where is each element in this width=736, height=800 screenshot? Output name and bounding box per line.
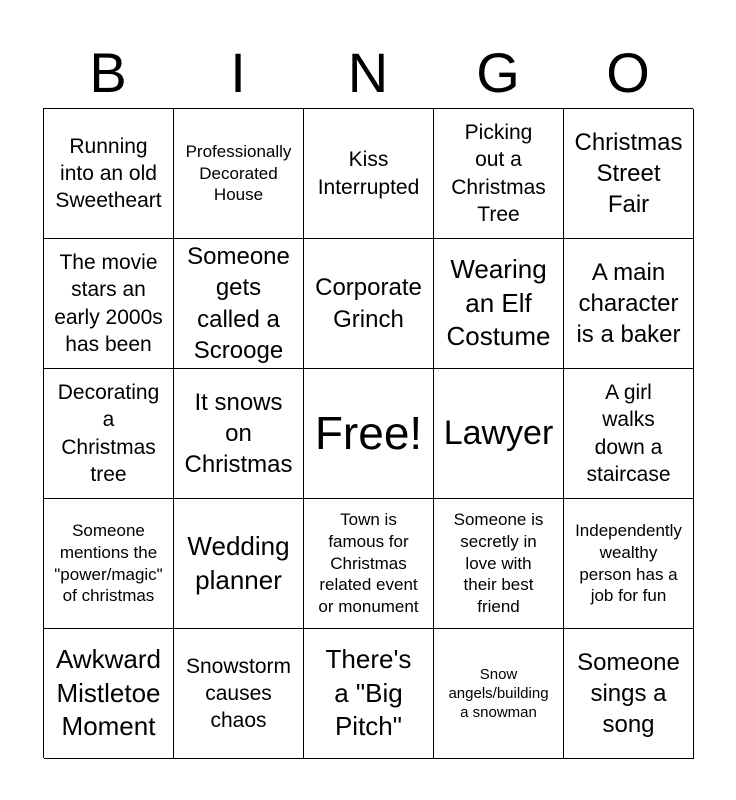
cell-text: Corporate Grinch bbox=[315, 274, 422, 333]
bingo-cell[interactable] bbox=[174, 499, 304, 629]
bingo-cell[interactable] bbox=[564, 109, 694, 239]
header-letter-b: B bbox=[89, 41, 127, 104]
cell-text: Picking out a Christmas Tree bbox=[451, 120, 546, 226]
cell-text: Someone sings a song bbox=[577, 648, 680, 739]
cell-text: Town is famous for Christmas related event or monument bbox=[318, 510, 419, 617]
bingo-cell[interactable] bbox=[564, 369, 694, 499]
header-letter-i: I bbox=[230, 41, 246, 104]
cell-text: Wearing an Elf Costume bbox=[446, 253, 551, 352]
bingo-cell[interactable] bbox=[44, 369, 174, 499]
cell-text: Awkward Mistletoe Moment bbox=[55, 643, 161, 742]
cell-text: Lawyer bbox=[443, 413, 554, 452]
bingo-header bbox=[43, 38, 693, 108]
bingo-cell[interactable] bbox=[304, 629, 434, 759]
cell-text: Snowstorm causes chaos bbox=[185, 654, 292, 733]
cell-text: Wedding planner bbox=[187, 530, 290, 595]
cell-text: It snows on Christmas bbox=[184, 388, 293, 479]
header-letter-g: G bbox=[476, 41, 520, 104]
free-space-text: Free! bbox=[314, 407, 423, 460]
bingo-cell[interactable] bbox=[434, 369, 564, 499]
bingo-cell[interactable] bbox=[174, 239, 304, 369]
bingo-cell[interactable] bbox=[44, 109, 174, 239]
cell-text: There's a "Big Pitch" bbox=[325, 643, 412, 742]
bingo-cell[interactable] bbox=[434, 109, 564, 239]
cell-text: A girl walks down a staircase bbox=[586, 380, 671, 486]
bingo-cell[interactable] bbox=[304, 239, 434, 369]
bingo-cell[interactable] bbox=[434, 499, 564, 629]
bingo-cell[interactable] bbox=[174, 109, 304, 239]
bingo-cell[interactable] bbox=[304, 109, 434, 239]
cell-text: Independently wealthy person has a job for fun bbox=[575, 521, 682, 606]
cell-text: Running into an old Sweetheart bbox=[55, 134, 162, 213]
bingo-cell[interactable] bbox=[434, 239, 564, 369]
cell-text: Decorating a Christmas tree bbox=[57, 380, 160, 486]
bingo-cell[interactable] bbox=[174, 629, 304, 759]
cell-text: The movie stars an early 2000s has been bbox=[54, 250, 163, 356]
bingo-cell[interactable] bbox=[564, 629, 694, 759]
cell-text: Kiss Interrupted bbox=[317, 148, 420, 199]
bingo-cell[interactable] bbox=[44, 629, 174, 759]
free-space-cell[interactable] bbox=[304, 369, 434, 499]
bingo-cell[interactable] bbox=[564, 239, 694, 369]
cell-text: Snow angels/building a snowman bbox=[448, 665, 549, 722]
bingo-cell[interactable] bbox=[174, 369, 304, 499]
header-letter-o: O bbox=[606, 41, 650, 104]
cell-text: Someone gets called a Scrooge bbox=[187, 243, 290, 364]
bingo-cell[interactable] bbox=[44, 499, 174, 629]
bingo-cell[interactable] bbox=[564, 499, 694, 629]
cell-text: Someone mentions the "power/magic" of christmas bbox=[54, 521, 163, 606]
bingo-cell[interactable] bbox=[434, 629, 564, 759]
cell-text: Professionally Decorated House bbox=[185, 141, 292, 205]
header-letter-n: N bbox=[347, 41, 389, 104]
bingo-board bbox=[43, 108, 693, 758]
cell-text: Christmas Street Fair bbox=[574, 128, 683, 219]
bingo-cell[interactable] bbox=[304, 499, 434, 629]
cell-text: A main character is a baker bbox=[576, 258, 681, 349]
cell-text: Someone is secretly in love with their best friend bbox=[453, 510, 544, 617]
bingo-cell[interactable] bbox=[44, 239, 174, 369]
